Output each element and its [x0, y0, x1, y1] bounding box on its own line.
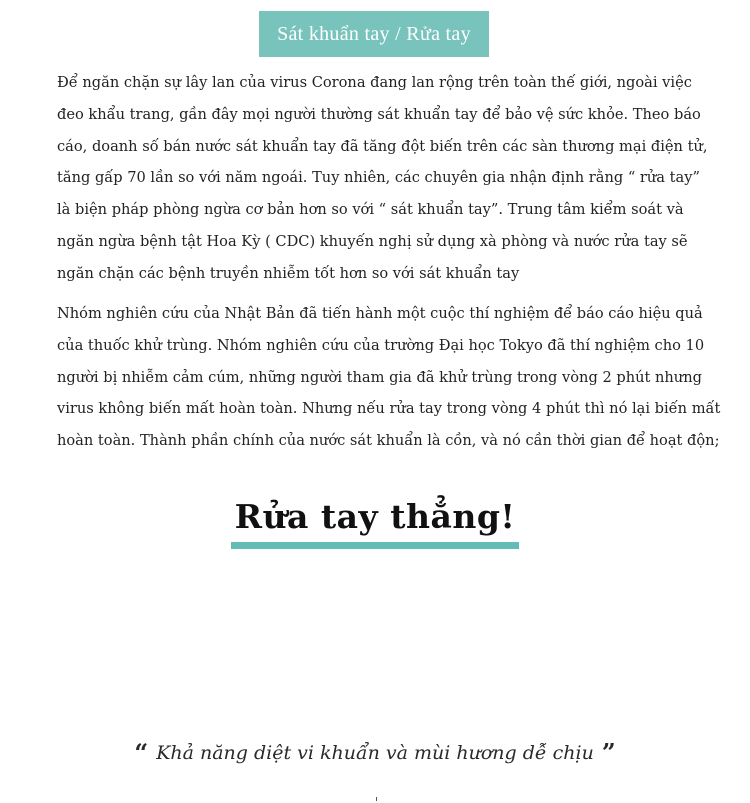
paragraph-line: Nhóm nghiên cứu của Nhật Bản đã tiến hành một cuộc thí nghiệm để báo cáo hiệu quả	[57, 305, 703, 322]
quote	[0, 738, 750, 767]
paragraph-line: là biện pháp phòng ngừa cơ bản hơn so với “ sát khuẩn tay”. Trung tâm kiểm soát và	[57, 201, 684, 219]
paragraph-intro	[57, 67, 717, 290]
paragraph-line: ngăn ngừa bệnh tật Hoa Kỳ ( CDC) khuyến nghị sử dụng xà phòng và nước rửa tay sẽ	[57, 232, 688, 250]
section-title: Sát khuẩn tay / Rửa tay	[277, 22, 471, 45]
paragraph-line: cáo, doanh số bán nước sát khuẩn tay đã tăng đột biến trên các sàn thương mại điện tử,	[57, 137, 708, 155]
paragraph-line: Để ngăn chặn sự lây lan của virus Corona đang lan rộng trên toàn thế giới, ngoài việc	[57, 74, 692, 91]
paragraph-line: tăng gấp 70 lần so với năm ngoái. Tuy nhiên, các chuyên gia nhận định rằng “ rửa tay”	[57, 169, 700, 187]
section-title-badge	[259, 11, 489, 57]
headline: Rửa tay thẳng!	[234, 497, 516, 536]
quote-text: Khả năng diệt vi khuẩn và mùi hương dễ chịu	[156, 742, 594, 764]
paragraph-line: của thuốc khử trùng. Nhóm nghiên cứu của trường Đại học Tokyo đã thí nghiệm cho 10	[57, 336, 705, 354]
open-quote-mark: “	[134, 738, 149, 767]
page-marker	[376, 797, 377, 801]
paragraph-line: hoàn toàn. Thành phần chính của nước sát khuẩn là cồn, và nó cần thời gian để hoạt độn;	[57, 432, 720, 450]
paragraph-line: người bị nhiễm cảm cúm, những người tham gia đã khử trùng trong vòng 2 phút nhưng	[57, 368, 702, 386]
headline-underline	[231, 542, 519, 549]
paragraph-line: đeo khẩu trang, gần đây mọi người thường sát khuẩn tay để bảo vệ sức khỏe. Theo báo	[57, 105, 701, 123]
close-quote-mark: ”	[601, 738, 616, 767]
paragraph-research	[57, 298, 721, 457]
paragraph-line: virus không biến mất hoàn toàn. Nhưng nếu rửa tay trong vòng 4 phút thì nó lại biến mất	[57, 400, 721, 418]
paragraph-line: ngăn chặn các bệnh truyền nhiễm tốt hơn so với sát khuẩn tay	[57, 264, 520, 282]
